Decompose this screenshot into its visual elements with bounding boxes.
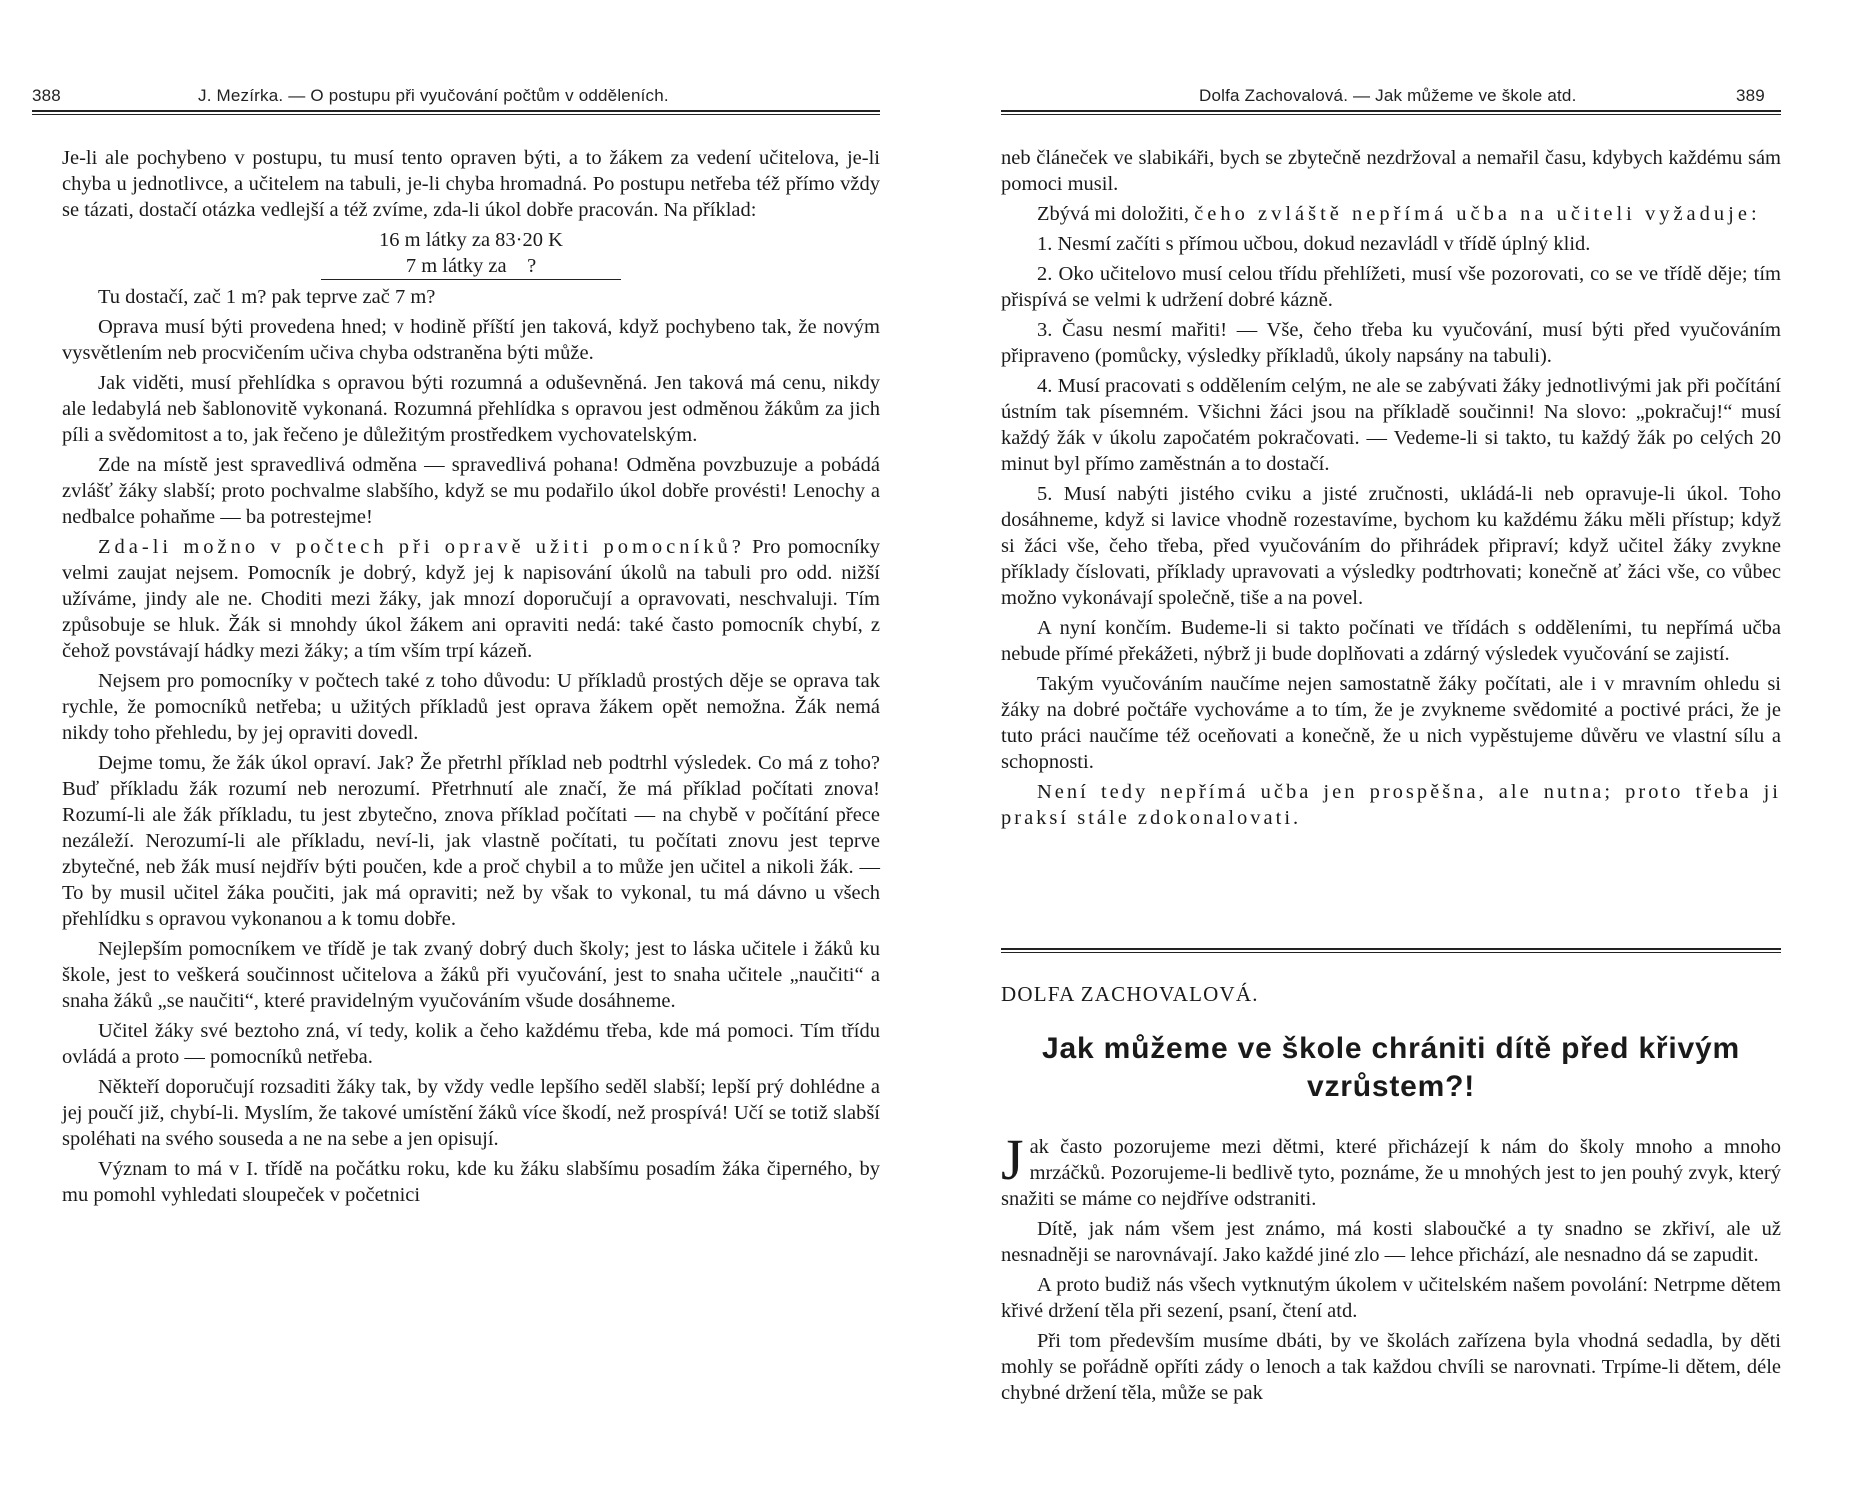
paragraph: Učitel žáky své beztoho zná, ví tedy, kolik a čeho každému třeba, kde má pomoci. Tím třídu ovládá a proto — pomocníků netřeba. — [62, 1020, 880, 1068]
header-rule — [32, 110, 880, 115]
paragraph-text: ak často pozorujeme mezi dětmi, které přicházejí k nám do školy mnoho a mnoho mrzáčků. Pozorujeme-li bedlivě tyto, poznáme, že u mnohých jest to jen pouhý zvyk, který snažiti se máme co nejdříve odstraniti. — [1001, 1136, 1781, 1210]
list-item: 1. Nesmí začíti s přímou učbou, dokud nezavládl v třídě úplný klid. — [1037, 233, 1591, 255]
paragraph: neb článeček ve slabikáři, bych se zbytečně nezdržoval a nemařil času, kdybych každému sám pomoci musil. — [1001, 147, 1781, 195]
header-rule — [1001, 110, 1781, 115]
paragraph: Při tom především musíme dbáti, by ve školách zařízena byla vhodná sedadla, by děti mohly se pořádně opříti zády o lenoch a tak každou chvíli se narovnati. Trpíme-li dětem, déle chybné držení těla, může se pak — [1001, 1330, 1781, 1404]
paragraph: Nejsem pro pomocníky v počtech také z toho důvodu: U příkladů prostých děje se oprava tak rychle, že pomocníků netřeba; u užitých příkladů jest oprava žákem opět nemožna. Žák nemá nikdy toho přehledu, by jej opraviti dovedl. — [62, 670, 880, 744]
fraction-bottom: 7 m látky za ? — [405, 255, 537, 277]
paragraph — [1001, 201, 1781, 227]
list-item: 2. Oko učitelovo musí celou třídu přehlížeti, musí vše pozorovati, co se ve třídě děje; tím přispívá se velmi k udržení dobré kázně. — [1001, 263, 1781, 311]
list-item: 4. Musí pracovati s oddělením celým, ne ale se zabývati žáky jednotlivými jak při počítání ústním tak písemném. Všichni žáci jsou na příkladě součinni! Na slovo: „pokračuj!“ musí každý žák v úkolu započatém pokračovati. — Vedeme-li si takto, tu každý žák po celých 20 minut byl přímo zaměstnán a to dostačí. — [1001, 375, 1781, 475]
list-item: 5. Musí nabýti jistého cviku a jisté zručnosti, ukládá-li neb opravuje-li úkol. Toho dosáhneme, když si lavice vhodně rozestavíme, bychom ku každému žáku měli přístup; když si žáci vše, čeho třeba, před vyučováním do přihrádek připraví; když učitel žáky zvykne příklady číslovati, příklady upravovati a výsledky podtrhovati; konečně ať žáci vše, co vůbec možno vykonávají společně, tiše a na povel. — [1001, 483, 1781, 609]
right-body-text — [1001, 145, 1781, 835]
paragraph-text: Pro pomocníky velmi zaujat nejsem. Pomocník je dobrý, když jej k napisování úkolů na tabuli pro odd. nižší užíváme, jindy ale ne. Choditi mezi žáky, jak mnozí doporučují a opravovati, neschvaluji. Tím způsobuje se hluk. Žák si mnohdy úkol žákem ani opraviti nedá: také často pomocník chybí, z čehož povstávají hádky mezi žáky; a tím vším trpí kázeň. — [62, 536, 881, 662]
left-body-text — [62, 145, 880, 1212]
lead-text: Zbývá mi doložiti, — [1037, 203, 1195, 225]
running-head: J. Mezírka. — O postupu při vyučování počtům v odděleních. — [198, 86, 669, 105]
paragraph: Tu dostačí, zač 1 m? pak teprve zač 7 m? — [98, 286, 436, 308]
paragraph: Někteří doporučují rozsaditi žáky tak, by vždy vedle lepšího seděl slabší; lepší prý dohlédne a jej poučí již, chybí-li. Myslím, že takové umístění žáků více škodí, než prospívá! Učí se totiž slabší spoléhati na svého souseda a ne na sebe a jen opisují. — [62, 1076, 880, 1150]
paragraph: Takým vyučováním naučíme nejen samostatně žáky počítati, ale i v mravním ohledu si žáky na dobré počtáře vychováme a to tím, že je zvykneme svědomité a poctivé práci, že je tuto práci naučíme též oceňovati a konečně, že u nich vypěstujeme důvěru ve vlastní sílu a schopnosti. — [1001, 673, 1781, 773]
fraction-rule — [321, 279, 621, 280]
article-body-text — [1001, 1127, 1781, 1410]
paragraph: A proto budiž nás všech vytknutým úkolem v učitelském našem povolání: Netrpme dětem křivé držení těla při sezení, psaní, čtení atd. — [1001, 1274, 1781, 1322]
running-head: Dolfa Zachovalová. — Jak můžeme ve škole atd. — [1199, 86, 1577, 105]
right-page — [931, 0, 1862, 1500]
spaced-lead: Zda-li možno v počtech při opravě užiti pomocníků? — [98, 536, 745, 558]
paragraph: Dejme tomu, že žák úkol opraví. Jak? Že přetrhl příklad neb podtrhl výsledek. Co má z toho? Buď příkladu žák rozumí neb nerozumí. Přetrhnutí ale značí, že má příklad počítati znova! Rozumí-li ale žák příkladu, tu jest zbytečno, znova příklad počítati — na chybě v počítání přece nezáleží. Nerozumí-li ale příkladu, neví-li, jak vlastně počítati, tu počítati znovu jest teprve zbytečné, neb žák musí nejdřív býti poučen, kde a proč chybil a to může jen učitel a nikoli žák. — To by musil učitel žáka poučiti, jak má opraviti; než by však to vykonal, tu má dávno u všech přehlídku s opravou vykonanou a k tomu dobře. — [62, 752, 880, 930]
paragraph: Zde na místě jest spravedlivá odměna — spravedlivá pohana! Odměna povzbuzuje a pobádá zvlášť žáky slabší; proto pochvalme slabšího, když se mu podařilo úkol dobře provésti! Lenochy a nedbalce pohaňme — ba potrestejme! — [62, 454, 880, 528]
final-spaced-paragraph: Není tedy nepřímá učba jen prospěšna, ale nutna; proto třeba ji praksí stále zdokonalovati. — [1001, 781, 1781, 829]
article-title: Jak můžeme ve škole chrániti dítě před křivým vzrůstem?! — [1042, 1032, 1740, 1103]
paragraph: Dítě, jak nám všem jest známo, má kosti slaboučké a ty snadno se zkřiví, ale už nesnadněji se narovnávají. Jako každé jiné zlo — lehce přichází, ale nesnadno dá se zapudit. — [1001, 1218, 1781, 1266]
paragraph: Oprava musí býti provedena hned; v hodině příští jen taková, když pochybeno tak, že novým vysvětlením neb procvičením učiva chyba odstraněna býti může. — [62, 316, 880, 364]
paragraph — [1001, 1127, 1781, 1212]
paragraph: Nejlepším pomocníkem ve třídě je tak zvaný dobrý duch školy; jest to láska učitele i žáků ku škole, jest to veškerá součinnost učitelova a žáků při vyučování, jest to snaha učitele „naučiti“ a snaha žáků „se naučiti“, které pravidelným vyučováním všude dosáhneme. — [62, 938, 880, 1012]
paragraph: Význam to má v I. třídě na počátku roku, kde ku žáku slabšímu posadím žáka čiperného, by mu pomohl vyhledati sloupeček v početnici — [62, 1158, 880, 1206]
fraction-top: 16 m látky za 83·20 K — [379, 229, 563, 251]
list-item: 3. Času nesmí mařiti! — Vše, čeho třeba ku vyučování, musí býti před vyučováním připraveno (pomůcky, výsledky příkladů, úkoly napsány na tabuli). — [1001, 319, 1781, 367]
spaced-lead: čeho zvláště nepřímá učba na učiteli vyžaduje — [1194, 203, 1751, 225]
paragraph: A nyní končím. Budeme-li si takto počínati ve třídách s odděleními, tu nepřímá učba nebude přímé překážeti, nýbrž ji bude doplňovati a zdárný výsledek vyučování se zajistí. — [1001, 617, 1781, 665]
page-number: 389 — [1736, 86, 1765, 105]
lead-colon: : — [1750, 203, 1757, 225]
paragraph: Je-li ale pochybeno v postupu, tu musí tento opraven býti, a to žákem za vedení učitelova, je-li chyba u jednotlivce, a učitelem na tabuli, je-li chyba hromadná. Po postupu netřeba též přímo vždy se tázati, dostačí otázka vedlejší a též zvíme, zda-li úkol dobře pracován. Na příklad: — [62, 147, 880, 221]
section-rule — [1001, 948, 1781, 953]
page-number: 388 — [32, 86, 61, 105]
drop-cap: J — [1001, 1127, 1024, 1192]
paragraph: Jak viděti, musí přehlídka s opravou býti rozumná a oduševněná. Jen taková má cenu, nikdy ale ledabylá neb šablonovitě vykonaná. Rozumná přehlídka s opravou jest odměnou žákům za jich píli a svědomitost a to, jak řečeno je důležitým prostředkem vychovatelským. — [62, 372, 880, 446]
paragraph — [62, 534, 880, 664]
example-fraction — [62, 227, 880, 280]
article-author: DOLFA ZACHOVALOVÁ. — [1001, 982, 1259, 1006]
